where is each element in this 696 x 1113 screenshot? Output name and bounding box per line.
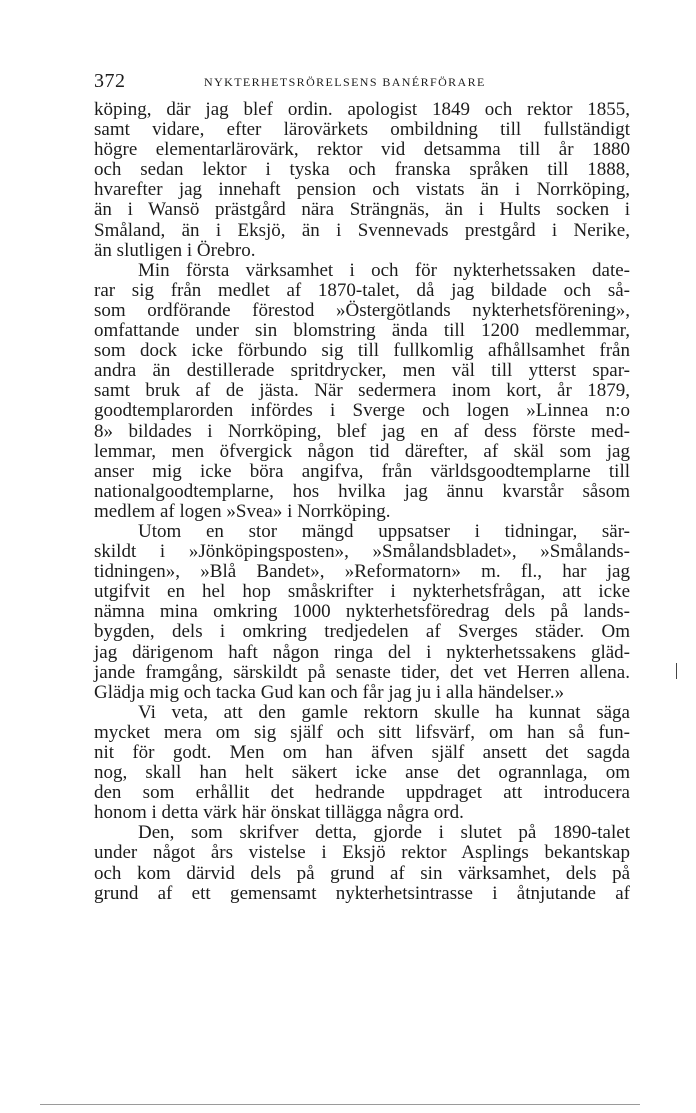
- text-line: nämna mina omkring 1000 nykterhetsföredrag dels på lands-: [94, 601, 630, 623]
- text-line: Glädja mig och tacka Gud kan och får jag ju i alla händelser.»: [94, 681, 565, 703]
- text-line: under något års vistelse i Eksjö rektor Asplings bekantskap: [94, 842, 630, 864]
- text-line: än slutligen i Örebro.: [94, 239, 256, 261]
- text-line: köping, där jag blef ordin. apologist 1849 och rektor 1855,: [94, 99, 630, 120]
- text-line: Vi veta, att den gamle rektorn skulle ha kunnat säga: [138, 701, 630, 723]
- text-line: Min första värksamhet i och för nykterhetssaken date-: [138, 259, 630, 281]
- text-line: skildt i »Jönköpingsposten», »Smålandsbladet», »Smålands-: [94, 541, 630, 563]
- text-line: jande framgång, särskildt på senaste tider, det vet Herren allena.: [94, 661, 630, 683]
- text-line: anser mig icke böra angifva, från världsgoodtemplarne till: [94, 460, 630, 482]
- text-line: jag därigenom haft någon ringa del i nykterhetssakens gläd-: [94, 641, 630, 663]
- page-header: [94, 70, 634, 94]
- body-text: [94, 100, 630, 904]
- text-line: medlem af logen »Svea» i Norrköping.: [94, 500, 391, 522]
- text-line: rar sig från medlet af 1870-talet, då jag bildade och så-: [94, 279, 630, 301]
- text-line: grund af ett gemensamt nykterhetsintrasse i åtnjutande af: [94, 882, 630, 904]
- text-line: goodtemplarorden infördes i Sverge och logen »Linnea n:o: [94, 400, 630, 422]
- text-line: och kom därvid dels på grund af sin värksamhet, dels på: [94, 862, 630, 884]
- page-edge-line: [40, 1104, 640, 1105]
- text-line: än i Wansö prästgård nära Strängnäs, än i Hults socken i: [94, 199, 630, 221]
- text-line: samt bruk af de jästa. När sedermera inom kort, år 1879,: [94, 380, 630, 402]
- text-line: som dock icke förbundo sig till fullkomlig afhållsamhet från: [94, 340, 630, 362]
- text-line: Småland, än i Eksjö, än i Svennevads prestgård i Nerike,: [94, 219, 630, 241]
- text-line: Utom en stor mängd uppsatser i tidningar, sär-: [138, 520, 630, 542]
- text-line: nit för godt. Men om han äfven själf ansett det sagda: [94, 742, 630, 763]
- text-line: lemmar, men öfvergick någon tid därefter, af skäl som jag: [94, 440, 630, 462]
- text-line: som ordförande förestod »Östergötlands nykterhetsförening»,: [94, 299, 630, 321]
- text-line: utgifvit en hel hop småskrifter i nykterhetsfrågan, att icke: [94, 581, 630, 603]
- text-line: den som erhållit det hedrande uppdraget att introducera: [94, 782, 630, 804]
- margin-mark: [676, 663, 677, 679]
- text-line: nationalgoodtemplarne, hos hvilka jag ännu kvarstår såsom: [94, 480, 630, 502]
- text-line: andra än destillerade spritdrycker, men väl till ytterst spar-: [94, 360, 630, 382]
- text-line: bygden, dels i omkring tredjedelen af Sverges städer. Om: [94, 621, 630, 643]
- running-head: NYKTERHETSRÖRELSENS BANÉRFÖRARE: [204, 75, 486, 89]
- page-number: 372: [94, 70, 126, 92]
- text-line: tidningen», »Blå Bandet», »Reformatorn» m. fl., har jag: [94, 561, 630, 583]
- text-line: högre elementarlärovärk, rektor vid detsamma till år 1880: [94, 139, 630, 161]
- text-line: nog, skall han helt säkert icke anse det ogrannlaga, om: [94, 762, 630, 784]
- text-line: 8» bildades i Norrköping, blef jag en af dess förste med-: [94, 420, 630, 442]
- text-line: honom i detta värk här önskat tillägga några ord.: [94, 802, 464, 824]
- text-line: samt vidare, efter lärovärkets ombildning till fullständigt: [94, 119, 630, 141]
- text-line: och sedan lektor i tyska och franska språken till 1888,: [94, 159, 630, 181]
- text-line: mycket mera om sig själf och sitt lifsvärf, om han så fun-: [94, 721, 630, 743]
- text-line: hvarefter jag innehaft pension och vistats än i Norrköping,: [94, 179, 630, 201]
- text-line: omfattande under sin blomstring ända till 1200 medlemmar,: [94, 320, 630, 342]
- text-line: Den, som skrifver detta, gjorde i slutet på 1890-talet: [138, 822, 630, 844]
